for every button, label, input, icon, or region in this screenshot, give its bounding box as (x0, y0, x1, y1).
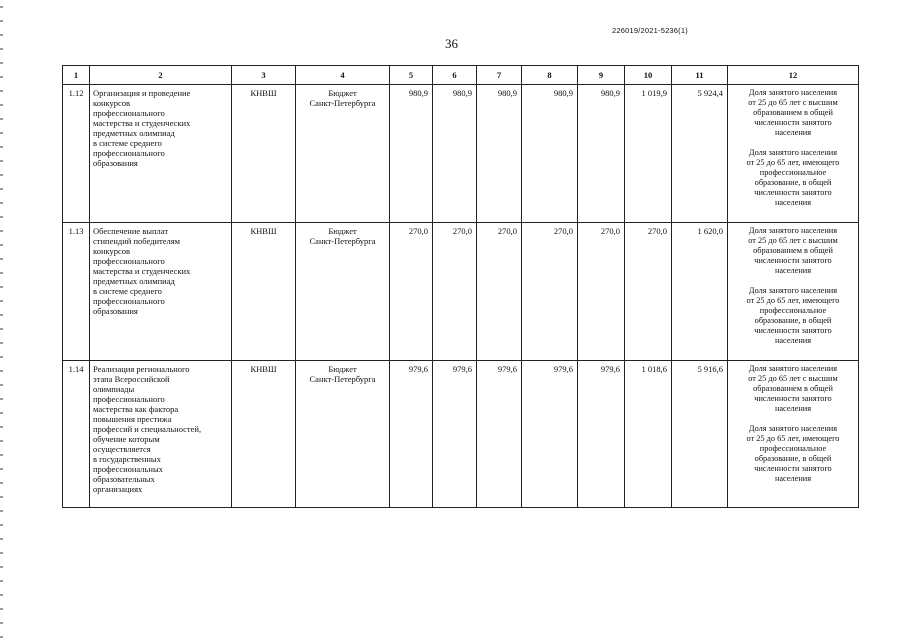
measures-table (62, 65, 859, 508)
header-cell: 4 (296, 66, 390, 85)
indicator-higher-education: Доля занятого населения от 25 до 65 лет с высшим образованием в общей численности занятого населения (748, 88, 838, 137)
executor: КНВШ (232, 85, 296, 223)
header-cell: 12 (728, 66, 859, 85)
header-cell: 10 (625, 66, 672, 85)
value-col5: 270,0 (390, 223, 433, 361)
value-col7: 979,6 (477, 361, 522, 508)
funding-source: Бюджет Санкт-Петербурга (296, 223, 390, 361)
table-row (63, 223, 859, 361)
value-col8: 979,6 (522, 361, 578, 508)
header-cell: 3 (232, 66, 296, 85)
value-col6: 270,0 (433, 223, 477, 361)
indicator-higher-education: Доля занятого населения от 25 до 65 лет с высшим образованием в общей численности занятого населения (748, 226, 838, 275)
value-col10: 270,0 (625, 223, 672, 361)
value-col5: 980,9 (390, 85, 433, 223)
header-cell: 6 (433, 66, 477, 85)
document-number: 226019/2021-5236(1) (612, 26, 688, 35)
indicators (728, 361, 859, 508)
scan-edge (0, 0, 3, 640)
indicator-professional-education: Доля занятого населения от 25 до 65 лет, имеющего профессиональное образование, в общей численности занятого населения (746, 286, 840, 345)
row-id: 1.12 (63, 85, 90, 223)
measure-name: Организация и проведение конкурсов профессионального мастерства и студенческих предметных олимпиад в системе среднего профессионального образования (90, 85, 232, 223)
funding-source: Бюджет Санкт-Петербурга (296, 85, 390, 223)
value-col8: 980,9 (522, 85, 578, 223)
value-col10: 1 019,9 (625, 85, 672, 223)
header-row (63, 66, 859, 85)
indicators (728, 223, 859, 361)
header-cell: 8 (522, 66, 578, 85)
value-col11: 1 620,0 (672, 223, 728, 361)
value-col9: 980,9 (578, 85, 625, 223)
value-col7: 980,9 (477, 85, 522, 223)
executor: КНВШ (232, 361, 296, 508)
value-col5: 979,6 (390, 361, 433, 508)
header-cell: 5 (390, 66, 433, 85)
indicator-professional-education: Доля занятого населения от 25 до 65 лет, имеющего профессиональное образование, в общей численности занятого населения (746, 148, 840, 207)
measure-name: Реализация регионального этапа Всероссийской олимпиады профессионального мастерства как фактора повышения престижа профессий и специальностей, обучение которым осуществляется в государственных профессиональных образовательных организациях (90, 361, 232, 508)
measure-name: Обеспечение выплат стипендий победителям конкурсов профессионального мастерства и студенческих предметных олимпиад в системе среднего профессионального образования (90, 223, 232, 361)
value-col8: 270,0 (522, 223, 578, 361)
header-cell: 11 (672, 66, 728, 85)
table-row (63, 361, 859, 508)
value-col10: 1 018,6 (625, 361, 672, 508)
header-cell: 2 (90, 66, 232, 85)
header-cell: 9 (578, 66, 625, 85)
row-id: 1.13 (63, 223, 90, 361)
value-col6: 980,9 (433, 85, 477, 223)
header-cell: 7 (477, 66, 522, 85)
value-col9: 979,6 (578, 361, 625, 508)
table-row (63, 85, 859, 223)
indicator-professional-education: Доля занятого населения от 25 до 65 лет, имеющего профессиональное образование, в общей численности занятого населения (746, 424, 840, 483)
funding-source: Бюджет Санкт-Петербурга (296, 361, 390, 508)
indicators (728, 85, 859, 223)
page-number: 36 (445, 36, 458, 51)
value-col11: 5 924,4 (672, 85, 728, 223)
executor: КНВШ (232, 223, 296, 361)
value-col9: 270,0 (578, 223, 625, 361)
value-col6: 979,6 (433, 361, 477, 508)
row-id: 1.14 (63, 361, 90, 508)
value-col7: 270,0 (477, 223, 522, 361)
header-cell: 1 (63, 66, 90, 85)
value-col11: 5 916,6 (672, 361, 728, 508)
indicator-higher-education: Доля занятого населения от 25 до 65 лет с высшим образованием в общей численности занятого населения (748, 364, 838, 413)
